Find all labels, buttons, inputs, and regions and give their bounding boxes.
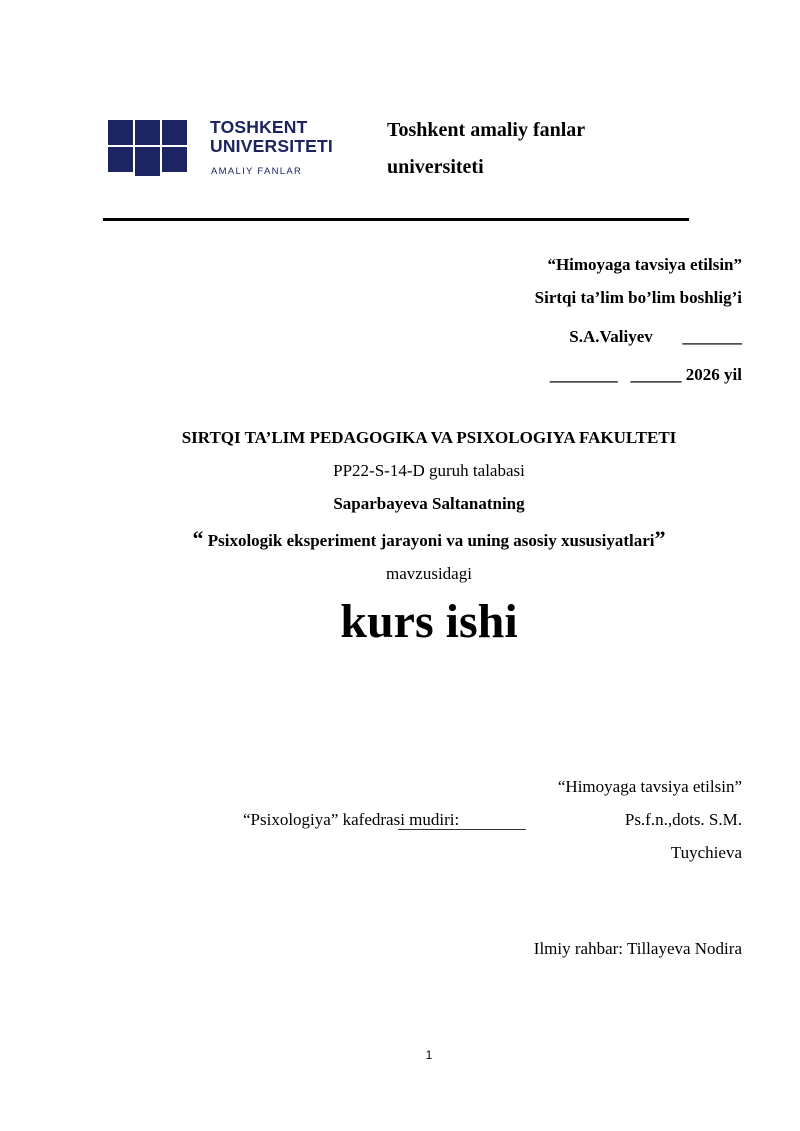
- topic-text: Psixologik eksperiment jarayoni va uning asosiy xususiyatlari: [207, 531, 655, 550]
- logo-line-2: UNIVERSITETI: [210, 136, 333, 156]
- mavzusidagi-label: mavzusidagi: [386, 564, 472, 583]
- signature-line: [398, 829, 526, 830]
- logo-square: [135, 147, 160, 176]
- university-logo: [108, 120, 188, 176]
- department-head-degree: Ps.f.n.,dots. S.M.: [624, 810, 742, 829]
- approval-date-line: ________ ______ 2026 yil: [549, 365, 742, 384]
- department-head-label: “Psixologiya” kafedrasi mudiri:: [243, 810, 460, 829]
- work-title: kurs ishi: [340, 595, 518, 648]
- page-number: 1: [425, 1048, 433, 1062]
- approval-name-line: S.A.Valiyev _______: [569, 327, 742, 346]
- logo-subtitle: AMALIY FANLAR: [211, 166, 303, 177]
- supervisor-line: Ilmiy rahbar: Tillayeva Nodira: [533, 939, 742, 958]
- university-name: [387, 112, 667, 186]
- department-head-surname: Tuychieva: [670, 843, 742, 862]
- header-divider: [103, 218, 689, 221]
- topic-line: [0, 526, 800, 552]
- logo-square: [162, 147, 187, 172]
- logo-square: [108, 120, 133, 145]
- university-name-line-1: Toshkent amaliy fanlar: [387, 119, 586, 141]
- approval-position: Sirtqi ta’lim bo’lim boshlig’i: [534, 288, 742, 307]
- faculty-name: SIRTQI TA’LIM PEDAGOGIKA VA PSIXOLOGIYA FAKULTETI: [181, 428, 677, 447]
- approval-quote-bottom: “Himoyaga tavsiya etilsin”: [557, 777, 742, 796]
- group-line: PP22-S-14-D guruh talabasi: [333, 461, 525, 480]
- logo-square: [135, 120, 160, 145]
- student-name: Saparbayeva Saltanatning: [333, 494, 525, 513]
- logo-line-1: TOSHKENT: [210, 117, 308, 137]
- logo-square: [162, 120, 187, 145]
- university-name-line-2: universiteti: [387, 156, 484, 178]
- logo-wordmark: [210, 118, 333, 156]
- approval-quote-top: “Himoyaga tavsiya etilsin”: [547, 255, 742, 274]
- topic-close-quote: ”: [654, 526, 666, 551]
- topic-open-quote: “: [192, 526, 204, 551]
- logo-square: [108, 147, 133, 172]
